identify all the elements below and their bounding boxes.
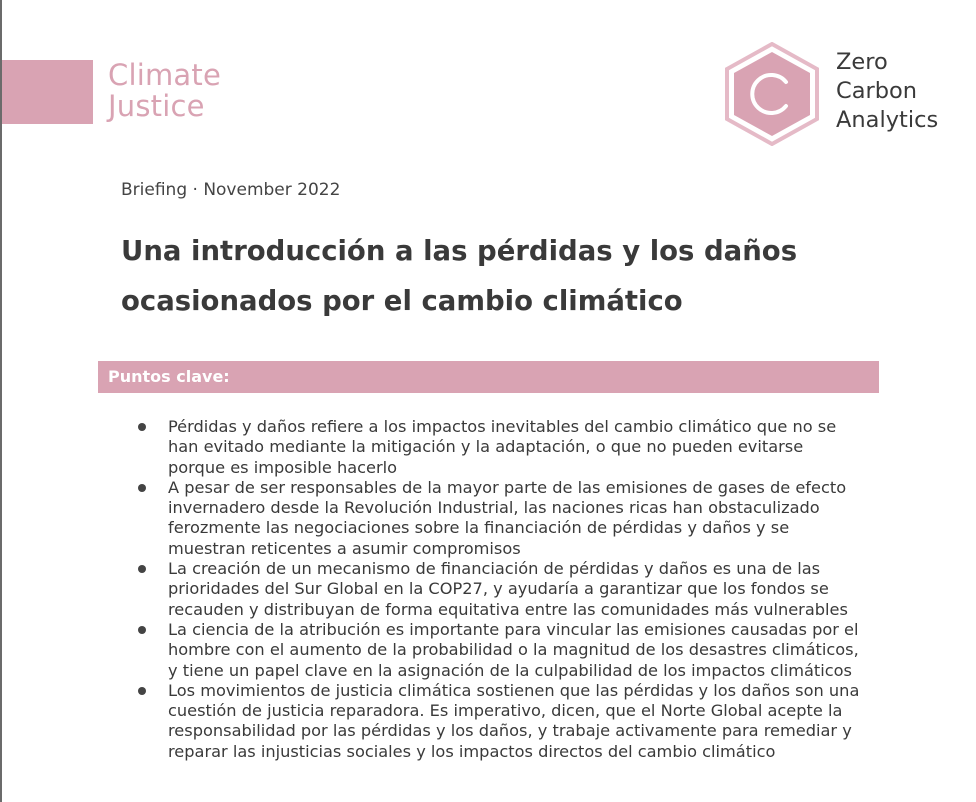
list-item-line: A pesar de ser responsables de la mayor parte de las emisiones de gases de efecto <box>168 477 847 497</box>
brand-title <box>108 60 221 122</box>
list-item-line: han evitado mediante la mitigación y la adaptación, o que no pueden evitarse <box>168 437 804 457</box>
title-line-1: Una introducción a las pérdidas y los daños <box>121 235 798 267</box>
bullet-icon <box>138 565 146 573</box>
list-item <box>168 559 888 620</box>
bullet-icon <box>138 687 146 695</box>
briefing-date: Briefing · November 2022 <box>121 180 341 200</box>
brand-line-2: Justice <box>108 89 205 123</box>
list-item-line: recauden y distribuyan de forma equitativa entre las comunidades más vulnerables <box>168 599 848 619</box>
logo-wordmark <box>836 48 938 135</box>
list-item-line: porque es imposible hacerlo <box>168 457 398 477</box>
list-item-line: muestran reticentes a asumir compromisos <box>168 538 521 558</box>
list-item <box>168 417 888 478</box>
list-item-line: invernadero desde la Revolución Industrial, las naciones ricas han obstaculizado <box>168 498 820 518</box>
list-item-line: reparar las injusticias sociales y los impactos directos del cambio climático <box>168 741 776 761</box>
list-item <box>168 478 888 559</box>
list-item-line: Los movimientos de justicia climática sostienen que las pérdidas y los daños son una <box>168 680 860 700</box>
brand-line-1: Climate <box>108 58 221 92</box>
logo-line-3: Analytics <box>836 107 939 133</box>
key-points-list <box>168 417 888 762</box>
list-item-line: ferozmente las negociaciones sobre la financiación de pérdidas y daños y se <box>168 518 790 538</box>
title-line-2: ocasionados por el cambio climático <box>121 285 683 317</box>
logo-line-2: Carbon <box>836 78 918 104</box>
list-item-line: hombre con el aumento de la probabilidad o la magnitud de los desastres climáticos, <box>168 640 859 660</box>
page-title <box>121 226 881 326</box>
list-item-line: Pérdidas y daños refiere a los impactos inevitables del cambio climático que no se <box>168 417 837 436</box>
list-item-line: responsabilidad por las pérdidas y los daños, y trabaje activamente para remediar y <box>168 721 852 741</box>
list-item <box>168 620 888 681</box>
bullet-icon <box>138 484 146 492</box>
list-item-line: La ciencia de la atribución es importante para vincular las emisiones causadas por el <box>168 619 859 639</box>
list-item-line: prioridades del Sur Global en la COP27, y ayudaría a garantizar que los fondos se <box>168 579 829 599</box>
list-item-line: cuestión de justicia reparadora. Es imperativo, dicen, que el Norte Global acepte la <box>168 701 843 721</box>
hexagon-c-logo-icon <box>724 42 820 146</box>
key-points-header <box>98 361 879 393</box>
key-points-title: Puntos clave: <box>108 367 230 386</box>
list-item <box>168 681 888 762</box>
bullet-icon <box>138 423 146 431</box>
brand-accent-bar <box>2 60 93 124</box>
list-item-line: y tiene un papel clave en la asignación de la culpabilidad de los impactos climáticos <box>168 660 852 680</box>
logo-line-1: Zero <box>836 49 888 75</box>
list-item-line: La creación de un mecanismo de financiación de pérdidas y daños es una de las <box>168 559 821 579</box>
bullet-icon <box>138 626 146 634</box>
